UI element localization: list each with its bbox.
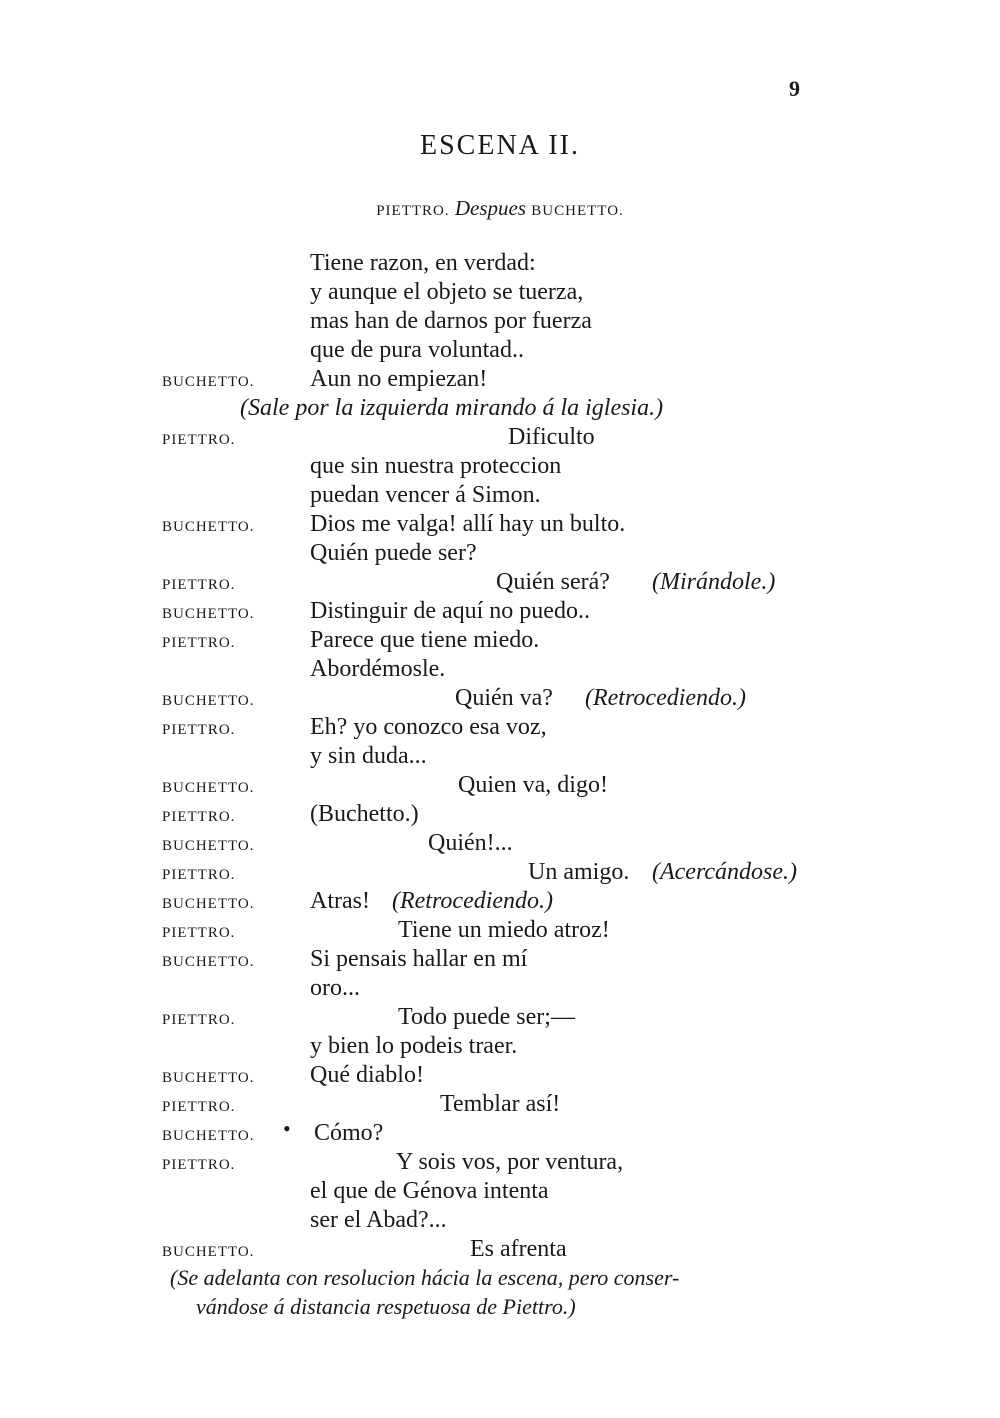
verse-text: y sin duda... — [310, 743, 427, 769]
verse-line — [0, 801, 1000, 831]
verse-line — [0, 308, 1000, 338]
verse-text: Tiene razon, en verdad: — [310, 250, 536, 276]
verse-line — [0, 888, 1000, 918]
verse-line — [0, 366, 1000, 396]
verse-text: Quién puede ser? — [310, 540, 477, 566]
verse-line — [0, 569, 1000, 599]
stage-direction: (Mirándole.) — [652, 569, 776, 595]
verse-line — [0, 598, 1000, 628]
verse-text: Tiene un miedo atroz! — [398, 917, 610, 943]
speaker-name: BUCHETTO. — [162, 780, 255, 796]
verse-text: ser el Abad?... — [310, 1207, 447, 1233]
verse-text: oro... — [310, 975, 360, 1001]
verse-text: (Buchetto.) — [310, 801, 419, 827]
verse-text: Quién!... — [428, 830, 513, 856]
verse-text: Dificulto — [508, 424, 595, 450]
verse-text: Un amigo. — [528, 859, 630, 885]
verse-line — [0, 975, 1000, 1005]
verse-line — [0, 1062, 1000, 1092]
cast-name-2: BUCHETTO. — [531, 203, 624, 219]
speaker-name: BUCHETTO. — [162, 374, 255, 390]
verse-text: y aunque el objeto se tuerza, — [310, 279, 584, 305]
speaker-name: PIETTRO. — [162, 1012, 236, 1028]
verse-text: Parece que tiene miedo. — [310, 627, 540, 653]
speaker-name: BUCHETTO. — [162, 1070, 255, 1086]
verse-text: Quién será? — [496, 569, 610, 595]
verse-line — [0, 1178, 1000, 1208]
verse-text: Quien va, digo! — [458, 772, 608, 798]
speaker-name: BUCHETTO. — [162, 606, 255, 622]
speaker-name: PIETTRO. — [162, 635, 236, 651]
verse-line — [0, 250, 1000, 280]
verse-line — [0, 830, 1000, 860]
verse-text: Si pensais hallar en mí — [310, 946, 528, 972]
verse-text: Atras! — [310, 888, 370, 914]
cast-list — [0, 196, 1000, 221]
verse-line — [0, 453, 1000, 483]
speaker-name: PIETTRO. — [162, 1099, 236, 1115]
verse-text: Es afrenta — [470, 1236, 567, 1262]
speaker-name: BUCHETTO. — [162, 896, 255, 912]
verse-line — [0, 337, 1000, 367]
verse-text: Abordémosle. — [310, 656, 446, 682]
verse-text: Temblar así! — [440, 1091, 561, 1117]
verse-text: Y sois vos, por ventura, — [396, 1149, 624, 1175]
speaker-name: PIETTRO. — [162, 432, 236, 448]
speaker-name: PIETTRO. — [162, 809, 236, 825]
stage-direction: (Retrocediendo.) — [392, 888, 554, 914]
cast-after: Despues — [454, 196, 527, 220]
verse-text: Todo puede ser;— — [398, 1004, 575, 1030]
verse-line — [0, 511, 1000, 541]
verse-line — [0, 627, 1000, 657]
page-number: 9 — [789, 76, 800, 101]
verse-line — [0, 946, 1000, 976]
stage-direction-line — [0, 1265, 1000, 1295]
speaker-name: BUCHETTO. — [162, 1244, 255, 1260]
speaker-name: BUCHETTO. — [162, 1128, 255, 1144]
stage-direction: (Retrocediendo.) — [585, 685, 747, 711]
verse-line — [0, 424, 1000, 454]
verse-text: Quién va? — [455, 685, 553, 711]
stage-direction-line — [0, 1294, 1000, 1324]
verse-text: y bien lo podeis traer. — [310, 1033, 518, 1059]
verse-line — [0, 1236, 1000, 1266]
speaker-name: BUCHETTO. — [162, 519, 255, 535]
verse-line — [0, 859, 1000, 889]
cast-name-1: PIETTRO. — [376, 203, 450, 219]
verse-text: Eh? yo conozco esa voz, — [310, 714, 547, 740]
verse-text: Distinguir de aquí no puedo.. — [310, 598, 590, 624]
speaker-name: BUCHETTO. — [162, 838, 255, 854]
verse-text: que sin nuestra proteccion — [310, 453, 562, 479]
verse-line — [0, 917, 1000, 947]
speaker-name: BUCHETTO. — [162, 954, 255, 970]
stage-direction: vándose á distancia respetuosa de Piettro.) — [196, 1294, 576, 1319]
verse-line — [0, 1116, 1000, 1150]
speaker-name: PIETTRO. — [162, 577, 236, 593]
stage-direction: (Acercándose.) — [652, 859, 798, 885]
verse-line — [0, 540, 1000, 570]
speaker-name: PIETTRO. — [162, 867, 236, 883]
speaker-name: PIETTRO. — [162, 722, 236, 738]
verse-text: el que de Génova intenta — [310, 1178, 549, 1204]
stage-direction: (Se adelanta con resolucion hácia la escena, pero conser- — [170, 1265, 680, 1290]
verse-line — [0, 1033, 1000, 1063]
stage-direction-line — [0, 395, 1000, 425]
speaker-name: PIETTRO. — [162, 1157, 236, 1173]
verse-text: que de pura voluntad.. — [310, 337, 524, 363]
verse-line — [0, 1004, 1000, 1034]
stage-direction: (Sale por la izquierda mirando á la iglesia.) — [240, 395, 664, 421]
speaker-name: BUCHETTO. — [162, 693, 255, 709]
verse-line — [0, 656, 1000, 686]
verse-line — [0, 1207, 1000, 1237]
verse-line — [0, 772, 1000, 802]
verse-line — [0, 1149, 1000, 1179]
verse-text: Aun no empiezan! — [310, 366, 488, 392]
verse-line — [0, 482, 1000, 512]
ink-mark-icon: • — [283, 1116, 291, 1141]
verse-line — [0, 743, 1000, 773]
verse-text: mas han de darnos por fuerza — [310, 308, 592, 334]
verse-line — [0, 1091, 1000, 1121]
verse-line — [0, 714, 1000, 744]
speaker-name: PIETTRO. — [162, 925, 236, 941]
verse-text: Cómo? — [314, 1120, 384, 1146]
verse-text: Dios me valga! allí hay un bulto. — [310, 511, 626, 537]
scene-title: ESCENA II. — [420, 130, 580, 161]
verse-text: Qué diablo! — [310, 1062, 424, 1088]
verse-line — [0, 279, 1000, 309]
verse-text: puedan vencer á Simon. — [310, 482, 541, 508]
verse-line — [0, 685, 1000, 715]
